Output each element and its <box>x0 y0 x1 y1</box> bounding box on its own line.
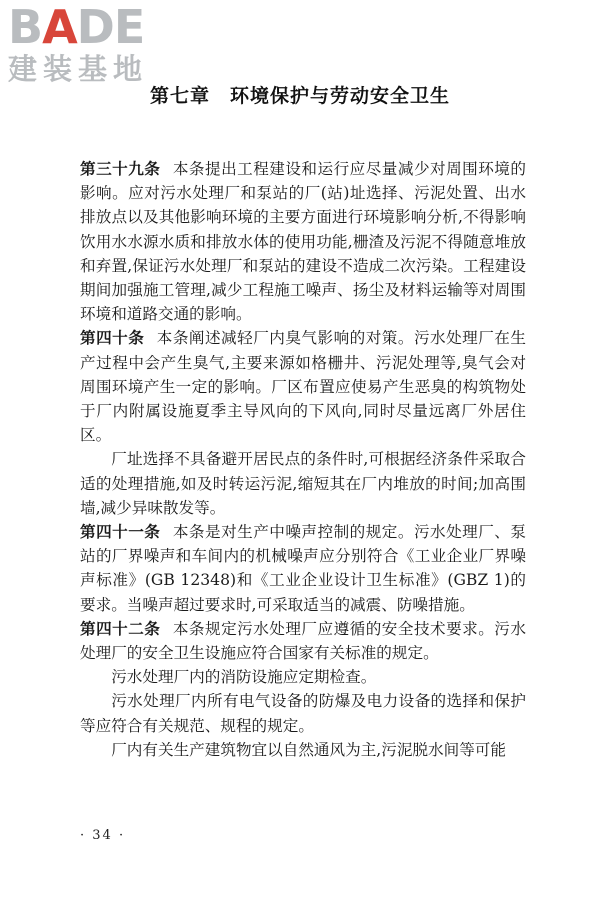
article-text: 本条是对生产中噪声控制的规定。污水处理厂、泵站的厂界噪声和车间内的机械噪声应分别符合《工业企业厂界噪声标准》(GB 12348)和《工业企业设计卫生标准》(GBZ 1)的要求。当噪声超过要求时,可采取适当的减震、防噪措施。 <box>80 523 526 614</box>
paragraph-text: 厂内有关生产建筑物宜以自然通风为主,污泥脱水间等可能 <box>111 740 506 759</box>
watermark-logo <box>8 0 188 92</box>
logo-wordmark: BADE <box>8 0 145 54</box>
article-40 <box>80 326 526 447</box>
article-number: 第三十九条 <box>80 160 161 178</box>
paragraph <box>80 447 526 520</box>
article-39 <box>80 157 526 326</box>
paragraph <box>80 665 526 689</box>
article-number: 第四十二条 <box>80 619 161 638</box>
article-41 <box>80 520 526 617</box>
logo-subtitle: 建装基地 <box>8 52 149 86</box>
page-body <box>80 157 526 762</box>
paragraph-text: 污水处理厂内的消防设施应定期检查。 <box>111 668 377 687</box>
paragraph-text: 污水处理厂内所有电气设备的防爆及电力设备的选择和保护等应符合有关规范、规程的规定。 <box>80 692 526 735</box>
article-42 <box>80 617 526 665</box>
page-number: · 34 · <box>80 828 126 843</box>
paragraph <box>80 689 526 737</box>
article-text: 本条阐述减轻厂内臭气影响的对策。污水处理厂在生产过程中会产生臭气,主要来源如格栅井、污泥处理等,臭气会对周围环境产生一定的影响。厂区布置应使易产生恶臭的构筑物处于厂内附属设施夏季主导风向的下风向,同时尽量远离厂外居住区。 <box>80 329 526 445</box>
article-number: 第四十条 <box>80 329 145 348</box>
paragraph <box>80 738 526 762</box>
chapter-title: 第七章 环境保护与劳动安全卫生 <box>149 85 450 107</box>
article-text: 本条规定污水处理厂应遵循的安全技术要求。污水处理厂的安全卫生设施应符合国家有关标准的规定。 <box>80 619 526 663</box>
article-text: 本条提出工程建设和运行应尽量减少对周围环境的影响。应对污水处理厂和泵站的厂(站)址选择、污泥处置、出水排放点以及其他影响环境的主要方面进行环境影响分析,不得影响饮用水水源水质和排放水体的使用功能,栅渣及污泥不得随意堆放和弃置,保证污水处理厂和泵站的建设不造成二次污染。工程建设期间加强施工管理,减少工程施工噪声、扬尘及材料运输等对周围环境和道路交通的影响。 <box>80 160 526 324</box>
paragraph-text: 厂址选择不具备避开居民点的条件时,可根据经济条件采取合适的处理措施,如及时转运污泥,缩短其在厂内堆放的时间;加高围墙,减少异味散发等。 <box>80 450 526 517</box>
article-number: 第四十一条 <box>80 523 161 542</box>
